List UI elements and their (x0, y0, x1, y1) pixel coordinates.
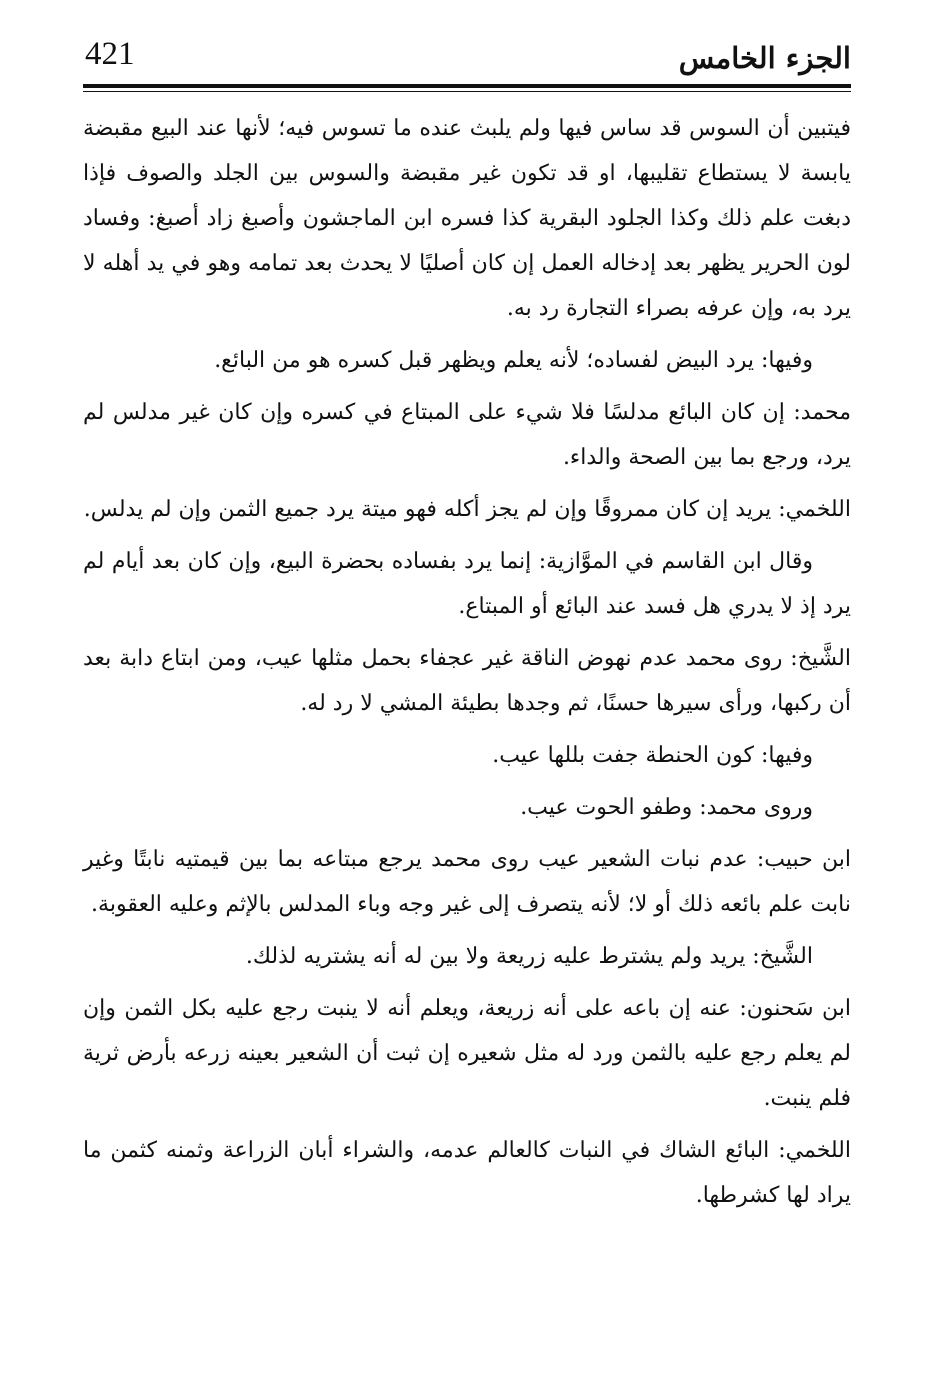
paragraph: ابن سَحنون: عنه إن باعه على أنه زريعة، ويعلم أنه لا ينبت رجع عليه بكل الثمن وإن لم يعلم رجع عليه بالثمن ورد له مثل شعيره إن ثبت أن الشعير بعينه زرعه بأرض ثرية فلم ينبت. (83, 996, 851, 1111)
paragraph: اللخمي: البائع الشاك في النبات كالعالم عدمه، والشراء أبان الزراعة وثمنه كثمن ما يراد لها كشرطها. (83, 1138, 851, 1208)
paragraph: الشَّيخ: روى محمد عدم نهوض الناقة غير عجفاء بحمل مثلها عيب، ومن ابتاع دابة بعد أن ركبها، ورأى سيرها حسنًا، ثم وجدها بطيئة المشي لا رد له. (83, 646, 851, 716)
paragraph: وفيها: كون الحنطة جفت بللها عيب. (492, 743, 813, 768)
running-header (83, 30, 851, 82)
paragraph: وروى محمد: وطفو الحوت عيب. (520, 795, 813, 820)
page-number: 421 (85, 36, 135, 72)
paragraph: وقال ابن القاسم في الموَّازية: إنما يرد بفساده بحضرة البيع، وإن كان بعد أيام لم يرد إذ لا يدري هل فسد عند البائع أو المبتاع. (83, 549, 851, 619)
header-rule-thick (83, 84, 851, 88)
paragraph: اللخمي: يريد إن كان ممروقًا وإن لم يجز أكله فهو ميتة يرد جميع الثمن وإن لم يدلس. (83, 497, 851, 522)
header-rule-thin (83, 91, 851, 92)
paragraph: الشَّيخ: يريد ولم يشترط عليه زريعة ولا بين له أنه يشتريه لذلك. (245, 944, 813, 969)
book-part-title: الجزء الخامس (678, 41, 851, 75)
paragraph: وفيها: يرد البيض لفساده؛ لأنه يعلم ويظهر قبل كسره هو من البائع. (214, 348, 813, 373)
paragraph: فيتبين أن السوس قد ساس فيها ولم يلبث عنده ما تسوس فيه؛ لأنها عند البيع مقبضة يابسة لا يستطاع تقليبها، او قد تكون غير مقبضة والسوس بين الجلد والصوف فإذا دبغت علم ذلك وكذا الجلود البقرية كذا فسره ابن الماجشون وأصبغ زاد أصبغ: وفساد لون الحرير يظهر بعد إدخاله العمل إن كان أصليًا لا يحدث بعد تمامه وهو في يد أهله لا يرد به، وإن عرفه بصراء التجارة رد به. (83, 116, 851, 321)
paragraph: محمد: إن كان البائع مدلسًا فلا شيء على المبتاع في كسره وإن كان غير مدلس لم يرد، ورجع بما بين الصحة والداء. (83, 400, 851, 470)
paragraph: ابن حبيب: عدم نبات الشعير عيب روى محمد يرجع مبتاعه بما بين قيمتيه نابتًا وغير نابت علم بائعه ذلك أو لا؛ لأنه يتصرف إلى غير وجه وباء المدلس بالإثم وعليه العقوبة. (83, 847, 851, 917)
page-body (83, 106, 851, 1225)
